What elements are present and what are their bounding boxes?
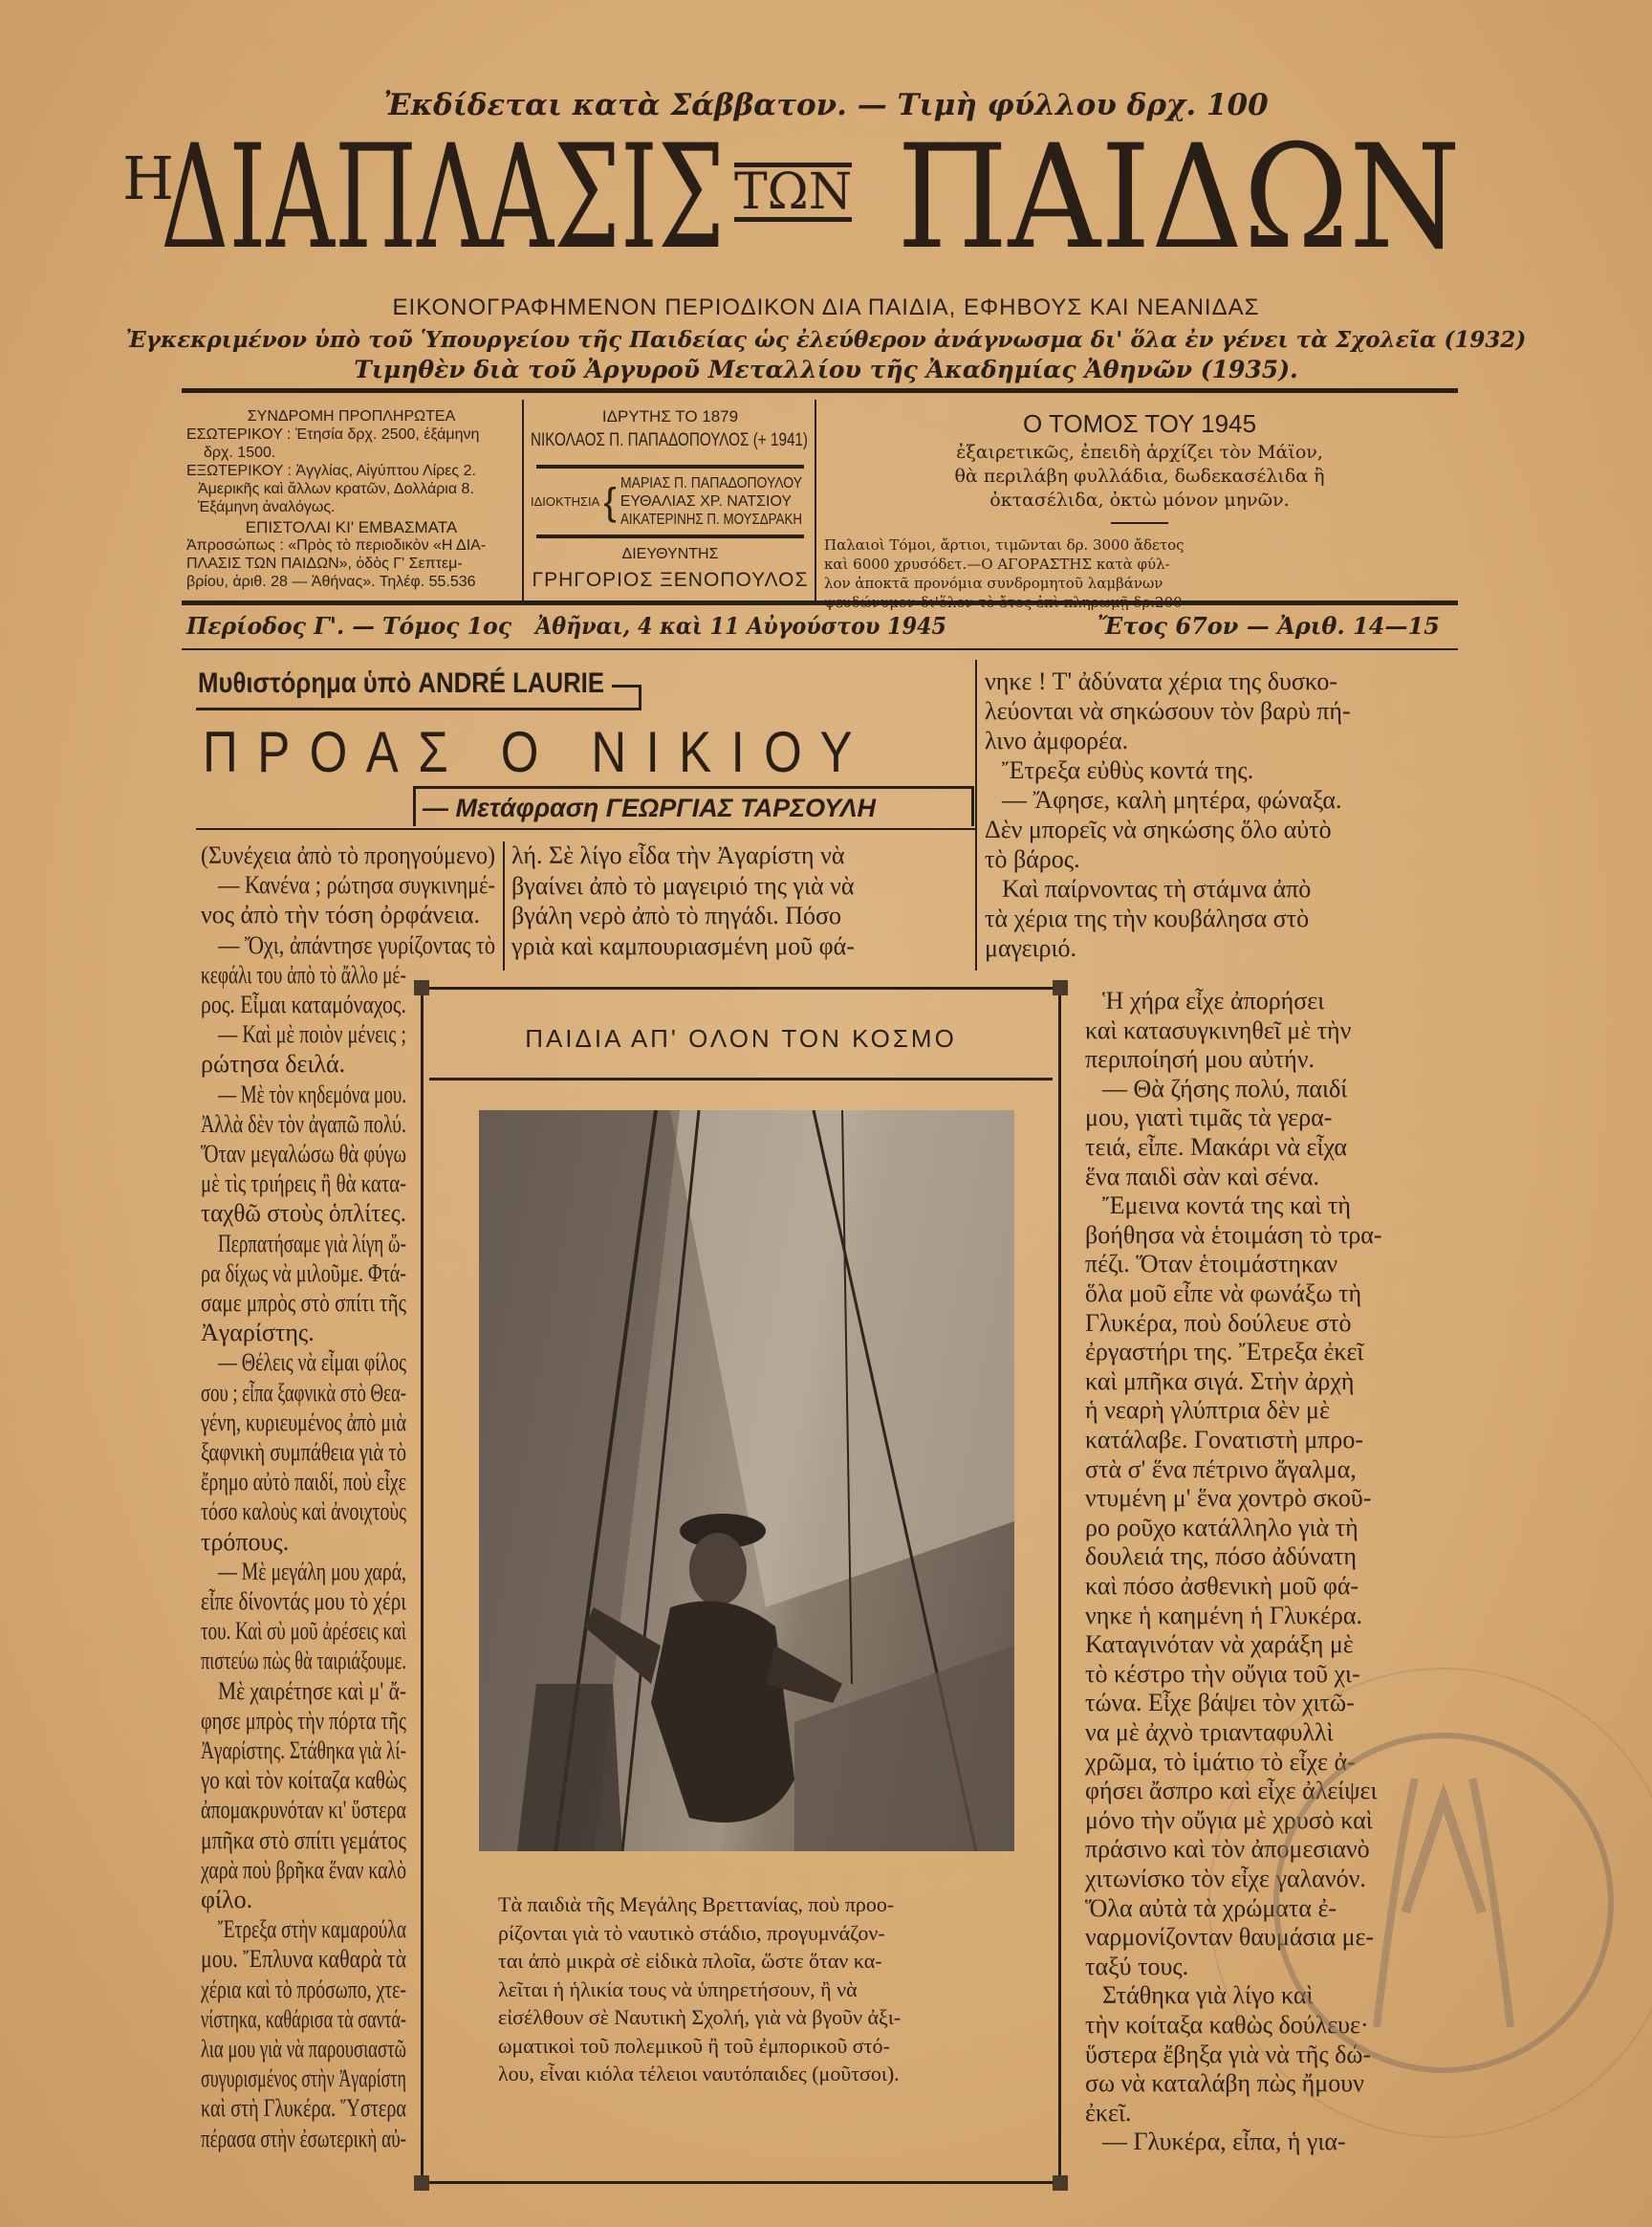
text-line: — Θὰ ζήσης πολύ, παιδί (1102, 1074, 1348, 1103)
text-line: νηκε ! Τ' ἀδύνατα χέρια της δυσκο- (985, 667, 1338, 695)
text-line: σαμε μπρὸς στὸ σπίτι τῆς (201, 1289, 407, 1317)
subscription-box (186, 407, 516, 591)
text-line: μπῆκα στὸ σπίτι γεμάτος (201, 1825, 407, 1854)
text-line: φίλο. (201, 1886, 253, 1913)
text-line: καὶ μπῆκα σιγά. Στὴν ἀρχὴ (1085, 1366, 1355, 1395)
owner-name: ΕΥΘΑΛΙΑΣ ΧΡ. ΝΑΤΣΙΟΥ (620, 493, 793, 510)
text-line: ἐργαστήρι της. Ἔτρεξα ἐκεῖ (1085, 1338, 1364, 1366)
text-line: Γλυκέρα, ποὺ δούλευε στὸ (1085, 1308, 1352, 1337)
volume-title: Ο ΤΟΜΟΣ ΤΟΥ 1945 (1022, 409, 1257, 438)
divider (429, 1078, 1053, 1081)
founder-name: ΝΙΚΟΛΑΟΣ Π. ΠΑΠΑΔΟΠΟΥΛΟΣ (+ 1941) (531, 430, 809, 450)
photo-box (421, 987, 1061, 2184)
text-line: ταχθῶ στοὺς ὁπλίτες. (201, 1199, 406, 1228)
text-line: — Κανένα ; ρώτησα συγκινημέ- (218, 871, 495, 900)
text-line: Ἔτρεξα εὐθὺς κοντά της. (1002, 756, 1254, 784)
divider (182, 648, 1458, 650)
corner-ornament (414, 980, 429, 995)
dateline-period: Περίοδος Γ'. — Τόμος 1ος (186, 612, 512, 640)
text-line: κεφάλι του ἀπὸ τὸ ἄλλο μέ- (201, 960, 406, 989)
text-line: πέζι. Ὅταν ἑτοιμάστηκαν (1085, 1250, 1338, 1278)
volume-line: ὀκτασέλιδα, ὀκτὼ μόνον μηνῶν. (989, 490, 1290, 511)
letters-line: ΠΛΑΣΙΣ ΤΩΝ ΠΑΙΔΩΝ», ὁδὸς Γ' Σεπτεμ- (186, 556, 463, 572)
text-line: λια μου γιὰ νὰ παρουσιαστῶ (201, 2035, 406, 2063)
text-line: τρόπους. (201, 1527, 290, 1556)
photo-box-heading: ΠΑΙΔΙΑ ΑΠ' ΟΛΟΝ ΤΟΝ ΚΟΣΜΟ (525, 1024, 957, 1053)
text-line: καὶ στὴ Γλυκέρα. Ὕστερα (201, 2094, 406, 2123)
text-line: πιστεύω πὼς θὰ ταιριάξουμε. (201, 1647, 406, 1675)
text-line: Στάθηκα γιὰ λίγο καὶ (1102, 1981, 1314, 2010)
masthead-word-paidon: ΠΑΙΔΩΝ (897, 115, 1462, 281)
text-line: Καταγινόταν νὰ χαράξη μὲ (1085, 1630, 1354, 1659)
text-line: ρο ροῦχο κατάλληλο γιὰ τὴ (1085, 1513, 1359, 1541)
text-line: βγαίνει ἀπὸ τὸ μαγειριό της γιὰ νὰ (511, 871, 855, 900)
text-line: Ἀγαρίστης. (201, 1319, 315, 1347)
text-line: ἡ νεαρὴ γλύπτρια δὲν μὲ (1085, 1396, 1330, 1425)
letters-title: ΕΠΙΣΤΟΛΑΙ ΚΙ' ΕΜΒΑΣΜΑΤΑ (245, 518, 458, 536)
masthead (122, 115, 1480, 287)
text-line: βγάλη νερὸ ἀπὸ τὸ πηγάδι. Πόσο (511, 902, 842, 929)
divider (612, 685, 641, 688)
caption-line: λεῖται ἡ ἡλικία τους νὰ ὑπηρετήσουν, ἢ νὰ (498, 1976, 858, 2001)
text-line: σου ; εἶπα ξαφνικὰ στὸ Θεα- (201, 1378, 407, 1407)
text-line: Δὲν μπορεῖς νὰ σηκώσης ὅλο αὐτὸ (985, 816, 1332, 843)
divider (522, 400, 524, 600)
text-line: ρα δίχως νὰ μιλοῦμε. Φτά- (201, 1258, 407, 1287)
divider (196, 828, 975, 830)
text-line: ἕνα παιδὶ σὰν καὶ σένα. (1085, 1162, 1319, 1190)
volume-line: θὰ περιλάβη φυλλάδια, δωδεκασέλιδα ἢ (954, 466, 1325, 487)
article-kicker: Μυθιστόρημα ὑπὸ ANDRÉ LAURIE (198, 667, 605, 699)
text-line: Ἔτρεξα στὴν καμαρούλα (218, 1915, 406, 1944)
masthead-word-diaplasis: ΔΙΑΠΛΑΣΙΣ (161, 115, 725, 281)
translator-name: Μετάφραση ΓΕΩΡΓΙΑΣ ΤΑΡΣΟΥΛΗ (455, 794, 877, 822)
founder-box (531, 407, 810, 592)
text-line: Ἔμεινα κοντά της καὶ τὴ (1102, 1191, 1351, 1220)
caption-line: εἰσέλθουν σὲ Ναυτικὴ Σχολή, γιὰ νὰ βγοῦν ἀξι- (498, 2005, 902, 2029)
text-line: χιτωνίσκο τὸν εἶχε γαλανόν. (1085, 1865, 1366, 1892)
text-line: τειά, εἶπε. Μακάρι νὰ εἶχα (1085, 1133, 1348, 1161)
text-line: μόνο τὴν οὔγια μὲ χρυσὸ καὶ (1085, 1805, 1373, 1834)
divider (536, 465, 804, 469)
text-line: ὕστερα ἔβηξα γιὰ νὰ τῆς δώ- (1085, 2040, 1372, 2068)
column-divider (503, 841, 505, 971)
old-volumes-line: λον ἀποκτᾶ προνόμια συνδρομητοῦ λαμβάνων (824, 575, 1163, 592)
divider (182, 600, 1458, 605)
text-line: (Συνέχεια ἀπὸ τὸ προηγούμενο) (201, 841, 496, 869)
letters-line: βρίου, ἀριθ. 28 — Ἀθήνας». Τηλέφ. 55.536 (186, 574, 476, 590)
text-line: πέρασα στὴν ἐσωτερικὴ αὐ- (201, 2124, 407, 2152)
divider (182, 388, 1458, 393)
brace-icon: { (603, 480, 617, 523)
subtitle: ΕΙΚΟΝΟΓΡΑΦΗΜΕΝΟΝ ΠΕΡΙΟΔΙΚΟΝ ΔΙΑ ΠΑΙΔΙΑ, ΕΦΗΒΟΥΣ ΚΑΙ ΝΕΑΝΙΔΑΣ (392, 295, 1260, 320)
text-line: — Ὄχι, ἀπάντησε γυρίζοντας τὸ (218, 930, 496, 959)
award-line: Τιμηθὲν διὰ τοῦ Ἀργυροῦ Μεταλλίου τῆς Ἀκαδημίας Ἀθηνῶν (1935). (354, 356, 1298, 383)
text-line: — Ἄφησε, καλὴ μητέρα, φώναξα. (1002, 786, 1342, 814)
text-line: ἔρημο αὐτὸ παιδί, ποὺ εἶχε (201, 1468, 407, 1496)
text-line: Καὶ παίρνοντας τὴ στάμνα ἀπὸ (1002, 875, 1312, 903)
caption-line: ρίζονται γιὰ τὸ ναυτικὸ στάδιο, προγυμνάζον- (498, 1920, 885, 1945)
text-line: φησε μπρὸς τὴν πόρτα τῆς (201, 1706, 407, 1735)
text-line: — Καὶ μὲ ποιὸν μένεις ; (218, 1020, 406, 1049)
text-line: Περπατήσαμε γιὰ λίγη ὥ- (218, 1229, 407, 1257)
text-line: νος ἀπὸ τὴν τόση ὀρφάνεια. (201, 901, 481, 929)
text-line: μαγειριό. (985, 934, 1076, 962)
text-line: περιποίησή μου αὐτήν. (1085, 1045, 1315, 1074)
subscription-line: ΕΞΩΤΕΡΙΚΟΥ : Ἀγγλίας, Αἰγύπτου Λίρες 2. (186, 463, 476, 479)
text-line: νίστηκα, καθάρισα τὰ σαντά- (201, 2004, 406, 2033)
text-line: Ἡ χήρα εἶχε ἀπορήσει (1102, 987, 1325, 1015)
divider (413, 786, 972, 789)
corner-ornament (1053, 980, 1068, 995)
volume-line: ἐξαιρετικῶς, ἐπειδὴ ἀρχίζει τὸν Μάϊον, (956, 442, 1323, 463)
text-line: — Θέλεις νὰ εἶμαι φίλος (218, 1348, 407, 1377)
dateline-issue: Ἔτος 67ον — Ἀριθ. 14—15 (1098, 612, 1440, 640)
text-line: τόσο καλοὺς καὶ ἀνοιχτοὺς (201, 1497, 407, 1526)
text-line: ἀπομακρυνόταν κι' ὕστερα (201, 1796, 407, 1824)
text-line: — Μὲ τὸν κηδεμόνα μου. (218, 1080, 406, 1108)
founder-label: ΙΔΡΥΤΗΣ ΤΟ 1879 (601, 407, 739, 426)
text-line: Ἀγαρίστης. Στάθηκα γιὰ λί- (201, 1736, 406, 1764)
text-line: νηκε ἡ καημένη ἡ Γλυκέρα. (1085, 1601, 1363, 1629)
text-line: φήσει ἄσπρο καὶ εἶχε ἀλείψει (1085, 1777, 1378, 1805)
text-line: — Μὲ μεγάλη μου χαρά, (218, 1557, 407, 1585)
sailor-photo (479, 1110, 1014, 1851)
corner-ornament (1053, 2175, 1068, 2191)
text-line: ταξύ τους. (1085, 1952, 1189, 1980)
caption-line: ται ἀπὸ μικρὰ σὲ εἰδικὰ πλοῖα, ὥστε ὅταν κα- (498, 1949, 882, 1973)
text-line: Ὅλα αὐτὰ τὰ χρώματα ἐ- (1085, 1893, 1337, 1922)
text-line: συγυρισμένος στὴν Ἀγαρίστη (201, 2064, 407, 2093)
text-line: πράσινο καὶ τὸν ἀπομεσιανὸ (1085, 1835, 1370, 1864)
approval-line: Ἐγκεκριμένον ὑπὸ τοῦ Ὑπουργείου τῆς Παιδείας ὡς ἐλεύθερον ἀνάγνωσμα δι' ὅλα ἐν γένει τὰ Σχολεῖα (1932) (125, 327, 1527, 353)
text-line: δουλειά της, πόσο ἀδύνατη (1085, 1542, 1357, 1571)
divider (1111, 522, 1168, 524)
text-line: στὰ σ' ἕνα πέτρινο ἄγαλμα, (1085, 1454, 1357, 1483)
subscription-line: δρχ. 1500. (204, 445, 276, 461)
divider (536, 535, 804, 538)
text-line: κατάλαβε. Γονατιστὴ μπρο- (1085, 1426, 1364, 1453)
subscription-line: Ἀμερικῆς καὶ ἄλλων κρατῶν, Δολλάρια 8. (198, 481, 474, 497)
owner-name: ΜΑΡΙΑΣ Π. ΠΑΠΑΔΟΠΟΥΛΟΥ (620, 475, 802, 491)
text-line: — Γλυκέρα, εἶπα, ἡ για- (1102, 2128, 1346, 2156)
text-line: του. Καὶ σὺ μοῦ ἀρέσεις καὶ (201, 1617, 407, 1646)
text-line: σω νὰ καταλάβη πὼς ἤμουν (1085, 2069, 1364, 2098)
text-line: ντυμένη μ' ἕνα χοντρὸ σκοῦ- (1085, 1484, 1372, 1513)
corner-ornament (414, 2175, 429, 2191)
text-line: τὸ κέστρο τὴν οὔγια τοῦ χι- (1085, 1659, 1360, 1688)
text-line: ρώτησα δειλά. (201, 1050, 346, 1079)
publication-note: Ἐκδίδεται κατὰ Σάββατον. — Τιμὴ φύλλου δρχ. 100 (383, 88, 1269, 122)
text-line: τὸ βάρος. (985, 845, 1080, 873)
owner-name: ΑΙΚΑΤΕΡΙΝΗΣ Π. ΜΟΥΣΔΡΑΚΗ (620, 512, 802, 528)
text-line: γριὰ καὶ καμπουριασμένη μοῦ φά- (511, 931, 855, 960)
caption-line: λου, εἶναι κιόλα τέλειοι ναυτόπαιδες (μοῦτσοι). (498, 2062, 900, 2085)
text-line: βοήθησα νὰ ἑτοιμάση τὸ τρα- (1085, 1220, 1382, 1249)
text-line: καὶ πόσο ἀσθενικὴ μοῦ φά- (1085, 1572, 1359, 1600)
text-line: ρος. Εἶμαι καταμόναχος. (201, 991, 406, 1018)
masthead-word-ton: ΤΩΝ (734, 164, 853, 221)
text-line: χέρια καὶ τὸ πρόσωπο, χτε- (201, 1975, 407, 2003)
subscription-line: Ἑξάμηνη ἀναλόγως. (198, 499, 336, 515)
letters-line: Ἀπροσώπως : «Πρὸς τὸ περιοδικὸν «Η ΔΙΑ- (186, 537, 487, 554)
text-line: ἐκεῖ. (1085, 2098, 1132, 2127)
text-line: ὅλα μοῦ εἶπε νὰ φωνάξω τὴ (1085, 1279, 1362, 1307)
text-line: γένη, κυριευμένος ἀπὸ μιὰ (201, 1408, 407, 1436)
text-line: μου. Ἔπλυνα καθαρὰ τὰ (201, 1945, 407, 1974)
text-line: γο καὶ τὸν κοίταζα καθὼς (201, 1766, 406, 1795)
text-line: χρῶμα, τὸ ἱμάτιο τὸ εἶχε ἀ- (1085, 1747, 1356, 1776)
divider (413, 786, 416, 826)
caption-line: Τὰ παιδιὰ τῆς Μεγάλης Βρεττανίας, ποὺ προο- (498, 1892, 895, 1916)
director-name: ΓΡΗΓΟΡΙΟΣ ΞΕΝΟΠΟΥΛΟΣ (532, 569, 809, 591)
sailor-illustration (479, 1110, 1014, 1851)
text-line: εἶπε δίνοντάς μου τὸ χέρι (201, 1587, 407, 1615)
caption-line: ωματικοὶ τοῦ πολεμικοῦ ἢ τοῦ ἐμπορικοῦ στό- (498, 2033, 890, 2058)
text-line: τὴν κοίταξα καθὼς δούλευε· (1085, 2011, 1369, 2039)
text-line: ξαφνικὴ συμπάθεια γιὰ τὸ (201, 1438, 407, 1466)
ownership-label: ΙΔΙΟΚΤΗΣΙΑ (531, 494, 600, 509)
text-line: μου, γιατὶ τιμᾶς τὰ γερα- (1085, 1103, 1333, 1132)
text-line: λή. Σὲ λίγο εἶδα τὴν Ἀγαρίστη νὰ (511, 841, 845, 869)
divider (971, 786, 974, 826)
text-line: Ὅταν μεγαλώσω θὰ φύγω (201, 1140, 407, 1168)
old-volumes-line: καὶ 6000 χρυσόδετ.—Ο ΑΓΟΡΑΣΤΗΣ κατὰ φύλ- (824, 556, 1170, 573)
subscription-title: ΣΥΝΔΡΟΜΗ ΠΡΟΠΛΗΡΩΤΕΑ (247, 408, 456, 425)
text-line: ναρμονίζονταν θαυμάσια με- (1085, 1923, 1375, 1952)
subscription-line: ΕΣΩΤΕΡΙΚΟΥ : Ἐτησία δρχ. 2500, ἑξάμηνη (186, 426, 480, 443)
article-translator: — Μετάφραση ΓΕΩΡΓΙΑΣ ΤΑΡΣΟΥΛΗ (423, 794, 877, 822)
divider (639, 685, 641, 708)
text-line: τώνα. Εἶχε βάψει τὸν χιτῶ- (1085, 1689, 1355, 1717)
text-line: λεύονται νὰ σηκώσουν τὸν βαρὺ πή- (985, 697, 1351, 725)
text-line: χαρὰ ποὺ βρῆκα ἕναν καλὸ (201, 1855, 407, 1884)
dateline-date: Ἀθῆναι, 4 καὶ 11 Αὐγούστου 1945 (535, 612, 946, 640)
old-volumes-line: Παλαιοὶ Τόμοι, ἄρτιοι, τιμῶνται δρ. 3000 ἄδετος (824, 536, 1185, 554)
text-line: μὲ τὶς τριήρεις ἢ θὰ κατα- (201, 1169, 407, 1198)
text-line: να μὲ ἀχνὸ τριανταφυλλὶ (1085, 1718, 1334, 1746)
divider (196, 708, 641, 710)
text-line: λινο ἀμφορέα. (985, 727, 1129, 754)
volume-box (824, 409, 1455, 612)
text-line: Μὲ χαιρέτησε καὶ μ' ἄ- (218, 1676, 406, 1705)
column-divider (975, 660, 977, 971)
director-label: ΔΙΕΥΘΥΝΤΗΣ (621, 546, 719, 562)
text-line: Ἀλλὰ δὲν τὸν ἀγαπῶ πολύ. (201, 1109, 407, 1138)
text-line: τὰ χέρια της τὴν κουβάλησα στὸ (985, 905, 1310, 932)
masthead-article: Η (122, 143, 175, 213)
article-title: ΠΡΟΑΣ Ο ΝΙΚΙΟΥ (203, 720, 872, 784)
text-line: καὶ κατασυγκινηθεῖ μὲ τὴν (1085, 1015, 1352, 1044)
